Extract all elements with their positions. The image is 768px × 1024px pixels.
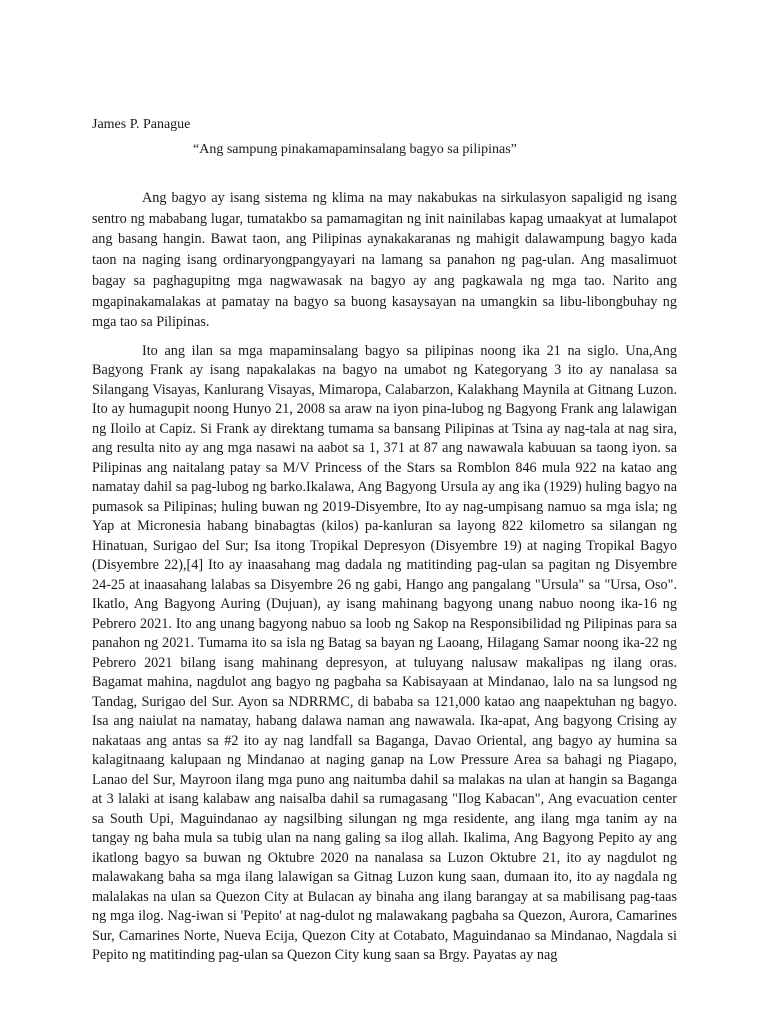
paragraph-typhoon-list: Ito ang ilan sa mga mapaminsalang bagyo sa pilipinas noong ika 21 na siglo. Una,Ang Bagyong Frank ay isang napakalakas na bagyo na umabot ng Kategoryang 3 ito ay nanalasa sa Silangang Visayas, Kanlurang Visayas, Mimaropa, Calabarzon, Kalakhang Maynila at Gitnang Luzon. Ito ay humagupit noong Hunyo 21, 2008 sa araw na iyon pina-lubog ng Bagyong Frank ang lalawigan ng Iloilo at Capiz. Si Frank ay direktang tumama sa bansang Pilipinas at Tsina ay nag-tala at nag sira, ang resulta nito ay ang mga nasawi na aabot sa 1, 371 at 87 ang nawawala kabuuan sa taong iyon. sa Pilipinas ang naitalang patay sa M/V Princess of the Stars sa Romblon 846 mula 922 na katao ang namatay dahil sa pag-lubog ng barko.Ikalawa, Ang Bagyong Ursula ay ang ika (1929) huling bagyo na pumasok sa Pilipinas; huling buwan ng 2019-Disyembre, Ito ay nag-umpisang namuo sa mga isla; ng Yap at Micronesia habang binabagtas (kilos) pa-kanluran sa layong 822 kilometro sa silangan ng Hinatuan, Surigao del Sur; Isa itong Tropikal Depresyon (Disyembre 19) at naging Tropikal Bagyo (Disyembre 22),[4] Ito ay inaasahang mag dadala ng matitinding pag-ulan sa pagitan ng Disyembre 24-25 at inaasahang lalabas sa Disyembre 26 ng gabi, Hango ang pangalang "Ursula" sa "Ursa, Oso". Ikatlo, Ang Bagyong Auring (Dujuan), ay isang mahinang bagyong unang nabuo noong ika-16 ng Pebrero 2021. Ito ang unang bagyong nabuo sa loob ng Sakop na Responsibilidad ng Pilipinas para sa panahon ng 2021. Tumama ito sa isla ng Batag sa bayan ng Laoang, Hilagang Samar noong ika-22 ng Pebrero 2021 bilang isang mahinang depresyon, at tuluyang nalusaw makalipas ng ilang oras. Bagamat mahina, nagdulot ang bagyo ng pagbaha sa Kabisayaan at Mindanao, lalo na sa lungsod ng Tandag, Surigao del Sur. Ayon sa NDRRMC, di bababa sa 121,000 katao ang naapektuhan ng bagyo. Isa ang naiulat na namatay, habang dalawa naman ang nawawala. Ika-apat, Ang bagyong Crising ay nakataas ang antas sa #2 ito ay nag landfall sa Baganga, Davao Oriental, ang bagyo ay humina sa kalagitnaang kalupaan ng Mindanao at naging ganap na Low Pressure Area sa bahagi ng Piagapo, Lanao del Sur, Mayroon ilang mga puno ang naitumba dahil sa malakas na ulan at hangin sa Baganga at 3 lalaki at isang kalabaw ang naisalba dahil sa rumagasang "Ilog Kabacan", Ang evacuation center sa South Upi, Maguindanao ay nagsilbing silungan ng mga residente, ang ilang mga tanim ay na tangay ng baha mula sa tubig ulan na nang galing sa ilog allah. Ikalima, Ang Bagyong Pepito ay ang ikatlong bagyo sa buwan ng Oktubre 2020 na nanalasa sa Luzon Oktubre 21, ito ay nagdulot ng malawakang baha sa mga ilang lalawigan sa Gitnag Luzon kung saan, dumaan ito, ito ay nagdala ng malalakas na ulan sa Quezon City at Bulacan ay binaha ang ilang barangay at sa mabilisang pag-taas ng mga ilog. Nag-iwan si 'Pepito' at nag-dulot ng malawakang pagbaha sa Quezon, Aurora, Camarines Sur, Camarines Norte, Nueva Ecija, Quezon City at Cotabato, Maguindanao sa Mindanao, Nagdala si Pepito ng matitinding pag-ulan sa Quezon City kung saan sa Brgy. Payatas ay nag [92, 342, 677, 964]
paragraph-introduction: Ang bagyo ay isang sistema ng klima na may nakabukas na sirkulasyon sapaligid ng isang sentro ng mababang lugar, tumatakbo sa pamamagitan ng init nainilabas kapag umaakyat at lumalapot ang basang hangin. Bawat taon, ang Pilipinas aynakakaranas ng mahigit dalawampung bagyo kada taon na naging isang ordinaryongpangyayari na lamang sa panahon ng pag-ulan. Ang masalimuot bagay sa paghagupitng mga nagwawasak na bagyo ay ang pagkawala ng mga tao. Narito ang mgapinakamalakas at pamatay na bagyo sa buong kasaysayan na umangkin sa libu-libongbuhay ng mga tao sa Pilipinas. [92, 190, 677, 331]
author-name: James P. Panague [92, 117, 191, 132]
document-title: “Ang sampung pinakamapaminsalang bagyo sa pilipinas” [193, 142, 517, 157]
document-body [92, 188, 677, 966]
